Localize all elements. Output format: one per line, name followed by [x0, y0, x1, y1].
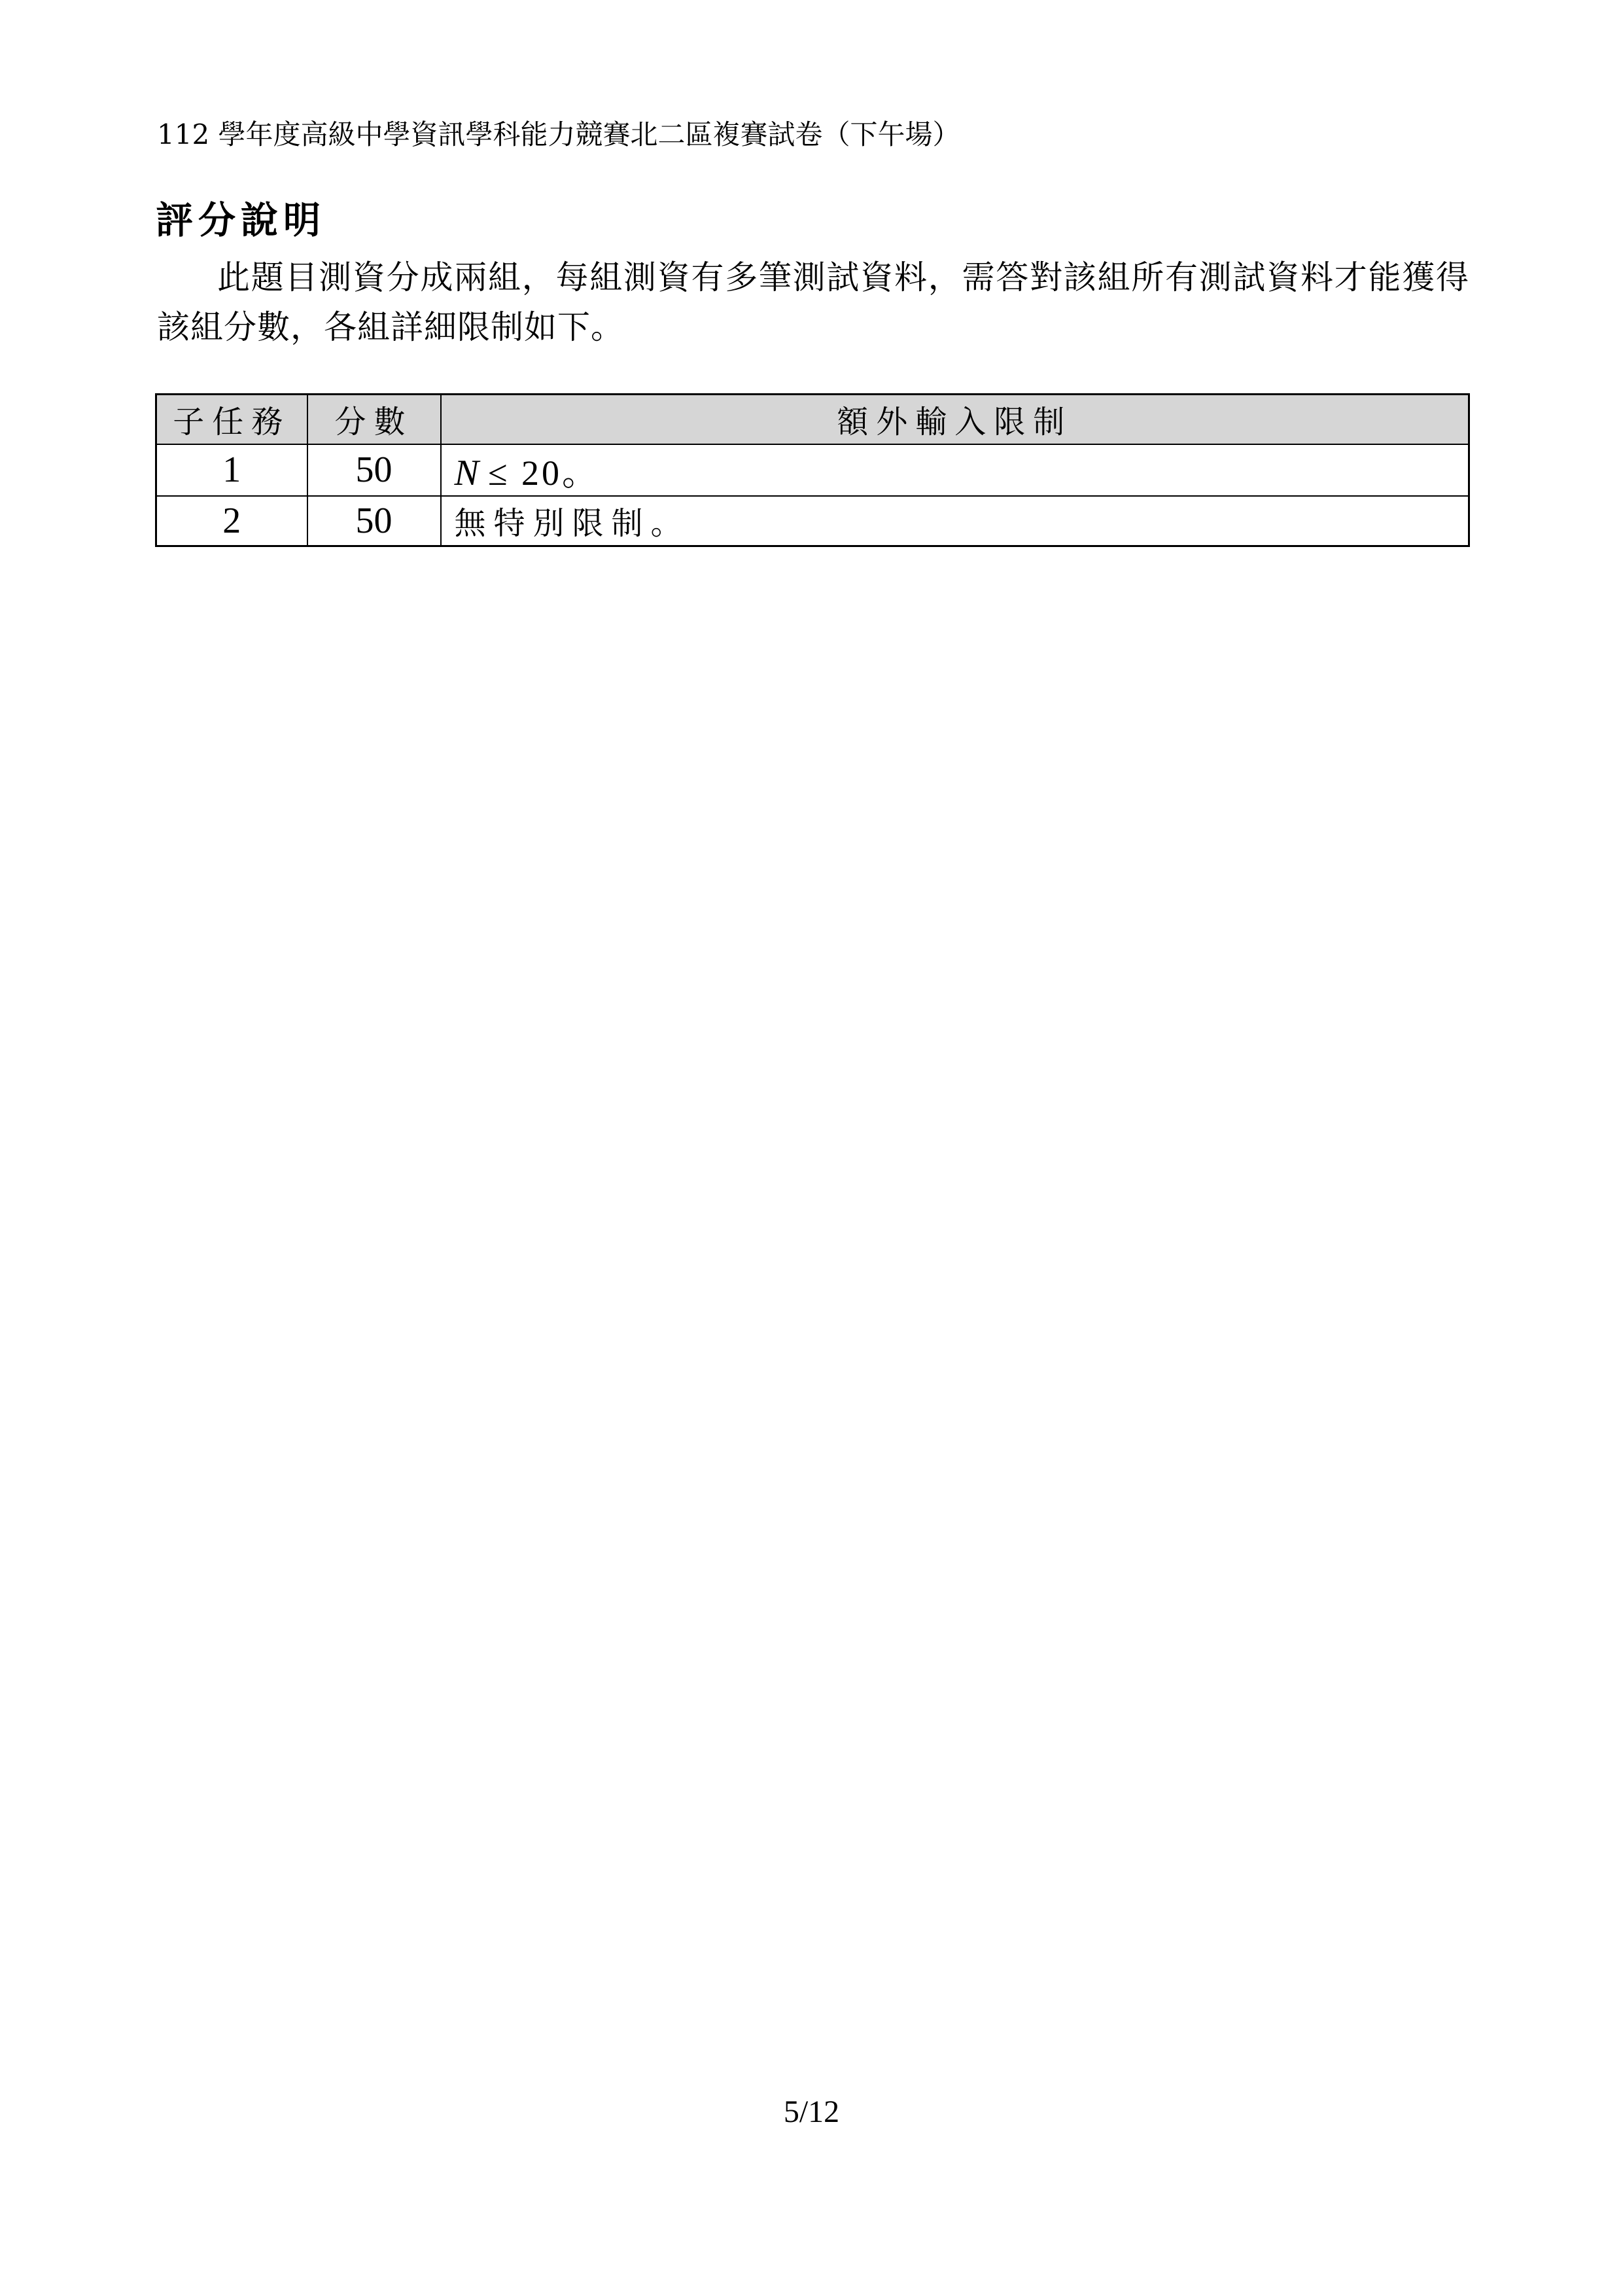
subtask-constraint [441, 496, 1469, 546]
page-number: 5/12 [783, 2094, 840, 2129]
table-header-row [156, 395, 1469, 444]
constraint-text: 無特別限制。 [454, 505, 690, 542]
table-row-subtask-1 [156, 444, 1469, 496]
table-row-subtask-2 [156, 496, 1469, 546]
section-title: 評分說明 [156, 198, 326, 242]
column-header-score: 分數 [307, 395, 441, 444]
body-paragraph: 此題目測資分成兩組，每組測資有多筆測試資料，需答對該組所有測試資料才能獲得該組分數，各組詳細限制如下。 [157, 258, 1469, 346]
subtask-number: 1 [156, 444, 307, 496]
column-header-constraint: 額外輸入限制 [441, 395, 1469, 444]
subtask-score: 50 [307, 444, 441, 496]
math-variable: N [454, 452, 479, 493]
subtask-score: 50 [307, 496, 441, 546]
constraint-text: ≤ 20。 [487, 453, 600, 493]
subtask-number: 2 [156, 496, 307, 546]
scoring-table [155, 393, 1470, 547]
page-header-title: 112 學年度高級中學資訊學科能力競賽北二區複賽試卷（下午場） [157, 118, 960, 150]
subtask-constraint [441, 444, 1469, 496]
column-header-subtask: 子任務 [156, 395, 307, 444]
